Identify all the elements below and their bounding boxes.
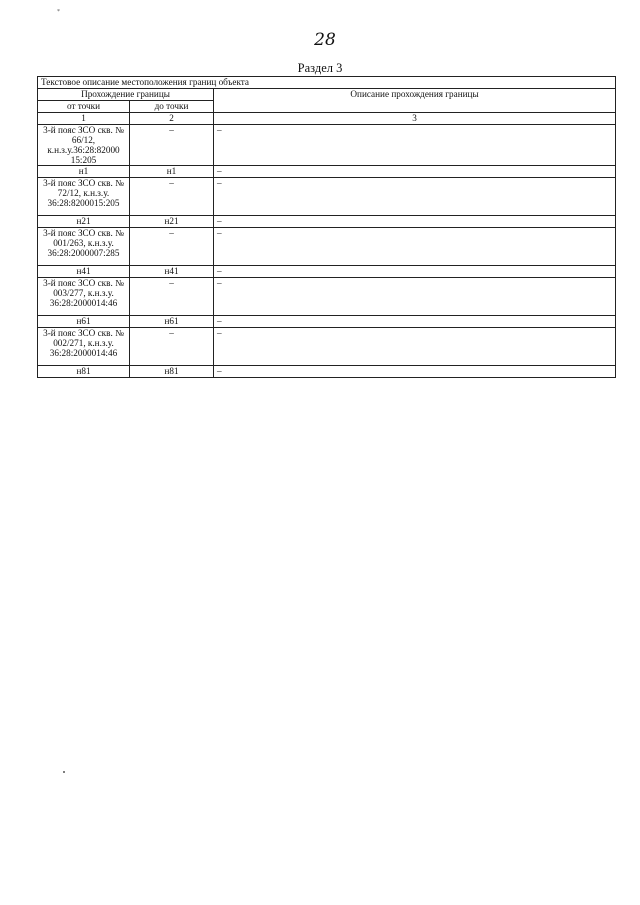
description-cell: – [214, 216, 616, 228]
section-title: Раздел 3 [297, 61, 343, 75]
from-point-cell: 3-й пояс ЗСО скв. № 001/263, к.н.з.у. 36:28:2000007:285 [38, 228, 130, 266]
to-point-cell: н61 [130, 316, 214, 328]
from-point-cell: н1 [38, 166, 130, 178]
column-number: 3 [214, 113, 616, 125]
description-cell: – [214, 125, 616, 166]
table-row [38, 278, 616, 316]
to-point-cell: – [130, 178, 214, 216]
from-point-cell: н41 [38, 266, 130, 278]
to-point-cell: – [130, 125, 214, 166]
from-point-cell: 3-й пояс ЗСО скв. № 66/12, к.н.з.у.36:28:82000 15:205 [38, 125, 130, 166]
to-point-cell: н41 [130, 266, 214, 278]
description-cell: – [214, 328, 616, 366]
description-cell: – [214, 266, 616, 278]
to-point-cell: – [130, 278, 214, 316]
table-row [38, 178, 616, 216]
from-point-cell: 3-й пояс ЗСО скв. № 003/277, к.н.з.у. 36:28:2000014:46 [38, 278, 130, 316]
description-header: Описание прохождения границы [214, 89, 616, 113]
from-point-cell: 3-й пояс ЗСО скв. № 002/271, к.н.з.у. 36:28:2000014:46 [38, 328, 130, 366]
group-header: Прохождение границы [38, 89, 214, 101]
table-row [38, 125, 616, 166]
to-point-cell: – [130, 228, 214, 266]
description-cell: – [214, 366, 616, 378]
table-row [38, 228, 616, 266]
scan-speck [63, 771, 65, 773]
column-number: 1 [38, 113, 130, 125]
from-point-header: от точки [38, 101, 130, 113]
from-point-cell: 3-й пояс ЗСО скв. № 72/12, к.н.з.у. 36:28:8200015:205 [38, 178, 130, 216]
to-point-cell: н1 [130, 166, 214, 178]
table-row [38, 366, 616, 378]
to-point-cell: н21 [130, 216, 214, 228]
description-cell: – [214, 228, 616, 266]
description-cell: – [214, 278, 616, 316]
table-row [38, 166, 616, 178]
description-cell: – [214, 166, 616, 178]
column-number: 2 [130, 113, 214, 125]
table-row [38, 266, 616, 278]
table-title: Текстовое описание местоположения границ объекта [38, 77, 616, 89]
to-point-cell: – [130, 328, 214, 366]
from-point-cell: н21 [38, 216, 130, 228]
to-point-cell: н81 [130, 366, 214, 378]
table-row [38, 316, 616, 328]
to-point-header: до точки [130, 101, 214, 113]
from-point-cell: н61 [38, 316, 130, 328]
description-cell: – [214, 316, 616, 328]
page-number: 28 [314, 30, 336, 50]
description-cell: – [214, 178, 616, 216]
boundary-table [37, 76, 616, 378]
table-row [38, 216, 616, 228]
from-point-cell: н81 [38, 366, 130, 378]
scan-mark: * [57, 9, 60, 15]
table-row [38, 328, 616, 366]
